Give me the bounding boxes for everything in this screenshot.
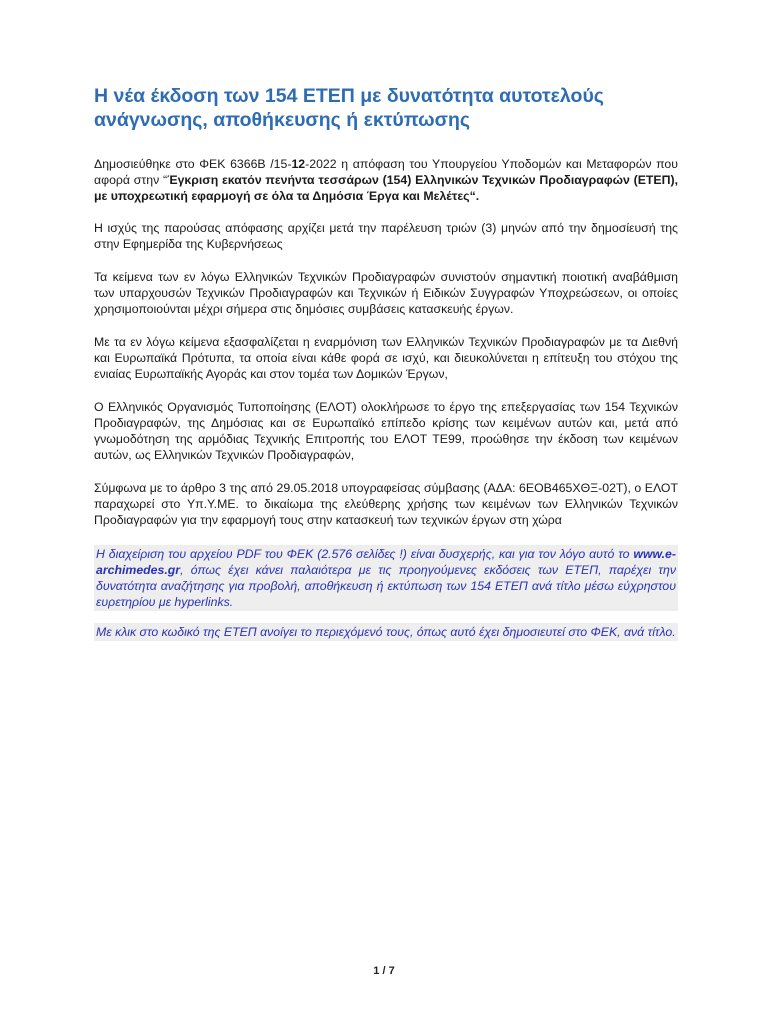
paragraph-publication-text-2: -2022 η απόφαση του Υπουργείου Υποδομών και Μεταφορών που αφορά στην “: [94, 157, 678, 187]
paragraph-elot: Ο Ελληνικός Οργανισμός Τυποποίησης (ΕΛΟΤ) ολοκλήρωσε το έργο της επεξεργασίας των 154 Τεχνικών Προδιαγραφών, της Δημόσιας και σε Ευρωπαϊκό επίπεδο κρίσης των κειμένων αυτών και, μετά από γνωμοδότηση της αρμόδιας Τεχνικής Επιτροπής του ΕΛΟΤ ΤΕ99, προώθησε την έκδοση των κειμένων αυτών, ως Ελληνικών Τεχνικών Προδιαγραφών,: [94, 400, 678, 462]
page-number: 1 / 7: [373, 965, 395, 977]
document-body: [94, 84, 678, 653]
paragraph-contract: Σύμφωνα με το άρθρο 3 της από 29.05.2018 υπογραφείσας σύμβασης (ΑΔΑ: 6ΕΟΒ465ΧΘΞ-02Τ), ο ΕΛΟΤ παραχωρεί στο Υπ.Υ.ΜΕ. το δικαίωμα της ελεύθερης χρήσης των κειμένων των Ελληνικών Τεχνικών Προδιαγραφών για την εφαρμογή τους στην κατασκευή των τεχνικών έργων στη χώρα: [94, 481, 678, 527]
note-pdf-text-2: , όπως έχει κάνει παλαιότερα με τις προηγούμενες εκδόσεις των ΕΤΕΠ, παρέχει την δυνατότητα αναζήτησης για προβολή, αποθήκευση ή εκτύπωση των 154 ΕΤΕΠ ανά τίτλο μέσω εύχρηστου ευρετηρίου με hyperlinks.: [96, 563, 676, 609]
note-pdf-management: [94, 545, 678, 611]
note-click-instructions: Με κλικ στο κωδικό της ΕΤΕΠ ανοίγει το περιεχόμενό τους, όπως αυτό έχει δημοσιευτεί στο ΦΕΚ, ανά τίτλο.: [94, 623, 678, 641]
note-pdf-text: Η διαχείριση του αρχείου PDF του ΦΕΚ (2.576 σελίδες !) είναι δυσχερής, και για τον λόγο αυτό το: [96, 547, 634, 561]
e-archimedes-link[interactable]: www.e-archimedes.gr: [96, 547, 676, 577]
decision-title: Έγκριση εκατόν πενήντα τεσσάρων (154) Ελληνικών Τεχνικών Προδιαγραφών (ΕΤΕΠ), με υποχρεωτική εφαρμογή σε όλα τα Δημόσια Έργα και Μελέτες“.: [94, 173, 678, 203]
paragraph-upgrade: Τα κείμενα των εν λόγω Ελληνικών Τεχνικών Προδιαγραφών συνιστούν σημαντική ποιοτική αναβάθμιση των υπαρχουσών Τεχνικών Προδιαγραφών και Τεχνικών ή Ειδικών Συγγραφών Υποχρεώσεων, οι οποίες χρησιμοποιούνται μέχρι σήμερα στις δημόσιες συμβάσεις κατασκευής έργων.: [94, 270, 678, 316]
paragraph-validity: Η ισχύς της παρούσας απόφασης αρχίζει μετά την παρέλευση τριών (3) μηνών από την δημοσίευσή της στην Εφημερίδα της Κυβερνήσεως: [94, 221, 678, 251]
paragraph-publication-text: Δημοσιεύθηκε στο ΦΕΚ 6366Β /15-: [94, 157, 292, 171]
paragraph-harmonization: Με τα εν λόγω κείμενα εξασφαλίζεται η εναρμόνιση των Ελληνικών Τεχνικών Προδιαγραφών με τα Διεθνή και Ευρωπαϊκά Πρότυπα, τα οποία είναι κάθε φορά σε ισχύ, και διευκολύνεται η επίτευξη του στόχου της ενιαίας Ευρωπαϊκής Αγοράς και στον τομέα των Δομικών Έργων,: [94, 335, 678, 381]
page-title: Η νέα έκδοση των 154 ΕΤΕΠ με δυνατότητα αυτοτελούς ανάγνωσης, αποθήκευσης ή εκτύπωσης: [94, 85, 604, 131]
paragraph-publication: [94, 156, 678, 204]
publication-month: 12: [291, 157, 306, 171]
